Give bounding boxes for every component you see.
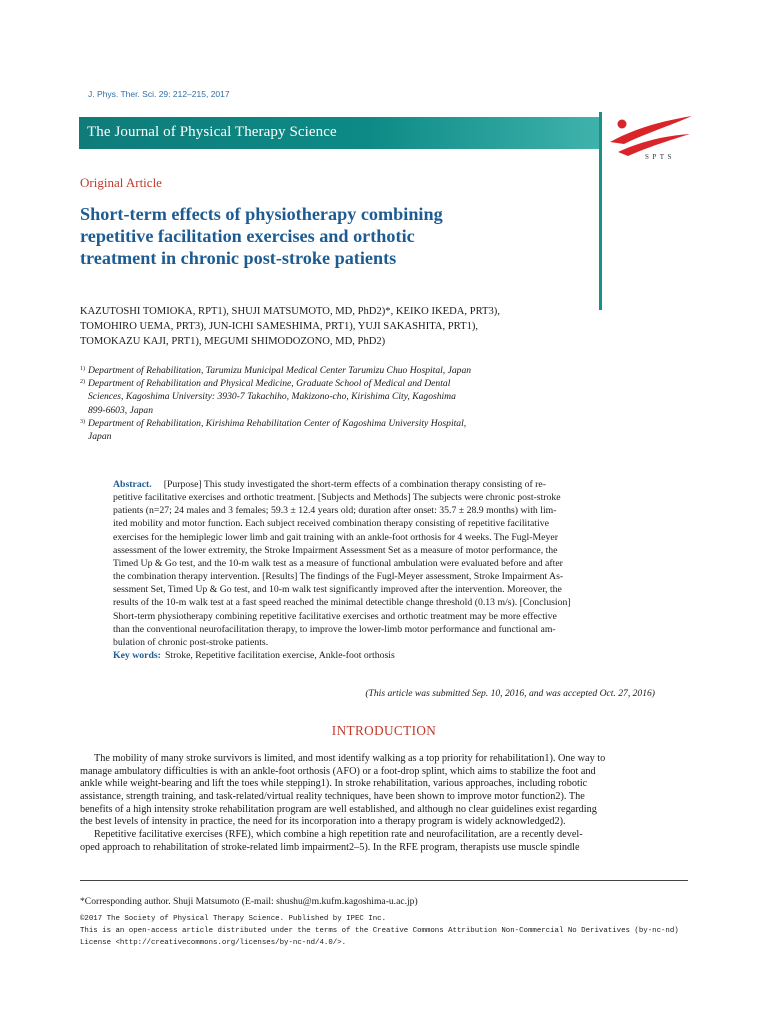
journal-name: The Journal of Physical Therapy Science — [87, 124, 337, 140]
abstract-line: than the conventional neurofacilitation therapy, to improve the lower-limb motor performance and functional am- — [113, 623, 556, 635]
corresponding-author: *Corresponding author. Shuji Matsumoto (E-mail: shushu@m.kufm.kagoshima-u.ac.jp) — [80, 896, 418, 907]
author-list — [80, 304, 600, 349]
vertical-rule — [599, 112, 602, 310]
abstract-line: bulation of chronic post-stroke patients. — [113, 636, 269, 648]
license-line: ©2017 The Society of Physical Therapy Science. Published by IPEC Inc. — [80, 915, 387, 923]
submission-dates: (This article was submitted Sep. 10, 2016, and was accepted Oct. 27, 2016) — [365, 688, 655, 699]
abstract-line: Timed Up & Go test, and the 10-m walk test as a measure of functional ambulation were evaluated before and after — [113, 557, 563, 569]
body-line: ankle while weight-bearing and lift the toes while stepping1). In stroke rehabilitation, various approaches, including robotic — [80, 778, 588, 790]
body-line: assistance, strength training, and task-related/virtual reality techniques, have been shown to improve motor function2). The — [80, 790, 585, 802]
abstract-line: patients (n=27; 24 males and 3 females; 59.3 ± 12.4 years old; duration after onset: 35.7 ± 28.9 months) with lim- — [113, 505, 557, 517]
footnote-divider — [80, 880, 688, 881]
author-line: TOMOKAZU KAJI, PRT1), MEGUMI SHIMODOZONO, MD, PhD2) — [80, 336, 386, 347]
affiliation-line: Department of Rehabilitation, Tarumizu Municipal Medical Center Tarumizu Chuo Hospital, Japan — [88, 365, 472, 376]
author-line: TOMOHIRO UEMA, PRT3), JUN-ICHI SAMESHIMA, PRT1), YUJI SAKASHITA, PRT1), — [80, 321, 479, 332]
title-line: repetitive facilitation exercises and orthotic — [80, 226, 415, 246]
affiliation-line: Department of Rehabilitation and Physical Medicine, Graduate School of Medical and Dental — [88, 378, 451, 390]
introduction-text — [80, 753, 688, 854]
affiliation-line: Sciences, Kagoshima University: 3930-7 Takachiho, Makizono-cho, Kirishima City, Kagoshima — [88, 391, 456, 403]
body-line: benefits of a high intensity stroke rehabilitation program are well established, and although no clear guidelines exist regarding — [80, 803, 597, 815]
license-line: License <http://creativecommons.org/licenses/by-nc-nd/4.0/>. — [80, 939, 347, 947]
author-line: KAZUTOSHI TOMIOKA, RPT1), SHUJI MATSUMOTO, MD, PhD2)*, KEIKO IKEDA, PRT3), — [80, 306, 500, 317]
title-line: Short-term effects of physiotherapy combining — [80, 204, 443, 224]
license-block — [80, 913, 690, 949]
title-line: treatment in chronic post-stroke patients — [80, 248, 397, 268]
affiliation — [80, 417, 600, 443]
license-line: This is an open-access article distributed under the terms of the Creative Commons Attribution Non-Commercial No Derivatives (by-nc-nd) — [80, 927, 679, 935]
abstract-line: results of the 10-m walk test at a fast speed reached the minimal detectible change threshold (0.13 m/s). [Conclusion] — [113, 597, 571, 609]
abstract-line: assessment of the lower extremity, the Stroke Impairment Assessment Set as a measure of motor performance, the — [113, 544, 558, 556]
abstract-line: exercises for the hemiplegic lower limb and gait training with an ankle-foot orthosis for 4 weeks. The Fugl-Meyer — [113, 531, 558, 543]
abstract-line: ited mobility and motor function. Each subject received combination therapy consisting of repetitive facilitative — [113, 518, 549, 530]
abstract-line: petitive facilitative exercises and orthotic treatment. [Subjects and Methods] The subjects were chronic post-stroke — [113, 492, 561, 504]
affiliations — [80, 364, 600, 443]
article-title — [80, 203, 580, 269]
affiliation-number: 2) — [80, 379, 85, 386]
abstract-line: sessment Set, Timed Up & Go test, and 10-m walk test significantly improved after the intervention. Moreover, the — [113, 584, 562, 596]
affiliation — [80, 377, 600, 417]
body-line: The mobility of many stroke survivors is limited, and most identify walking as a top priority for rehabilitation1). One way to — [94, 753, 606, 764]
abstract-line: the combination therapy intervention. [Results] The findings of the Fugl-Meyer assessment, Stroke Impairment As- — [113, 571, 564, 583]
body-line: Repetitive facilitative exercises (RFE), which combine a high repetition rate and neurofacilitation, are a recently devel- — [94, 828, 583, 840]
body-line: oped approach to rehabilitation of stroke-related limb impairment2–5). In the RFE program, therapists use muscle spindle — [80, 841, 580, 853]
affiliation — [80, 364, 600, 377]
body-line: manage ambulatory difficulties is with an ankle-foot orthosis (AFO) or a foot-drop splint, which aims to stabilize the foot and — [80, 765, 596, 777]
abstract-line: [Purpose] This study investigated the short-term effects of a combination therapy consisting of re- — [163, 479, 546, 490]
section-heading: INTRODUCTION — [331, 723, 437, 738]
affiliation-line: Japan — [88, 431, 112, 443]
affiliation-line: Department of Rehabilitation, Kirishima Rehabilitation Center of Kagoshima University Hospital, — [88, 417, 467, 429]
abstract-line: Short-term physiotherapy combining repetitive facilitative exercises and orthotic treatment may be more effective — [113, 610, 557, 622]
abstract — [113, 478, 655, 662]
abstract-label: Abstract. — [113, 479, 152, 490]
affiliation-number: 1) — [80, 366, 85, 372]
logo-text: SPTS — [645, 153, 675, 161]
journal-banner — [79, 117, 600, 149]
article-type: Original Article — [80, 175, 162, 190]
affiliation-line: 899-6603, Japan — [88, 404, 154, 416]
body-line: the best levels of intensity in practice, the need for its incorporation into a therapy program is widely acknowledged2). — [80, 816, 566, 828]
affiliation-number: 3) — [80, 418, 85, 425]
keywords-label: Key words: — [113, 650, 161, 662]
citation-line: J. Phys. Ther. Sci. 29: 212–215, 2017 — [88, 89, 230, 99]
keywords: Stroke, Repetitive facilitation exercise, Ankle-foot orthosis — [164, 650, 395, 662]
